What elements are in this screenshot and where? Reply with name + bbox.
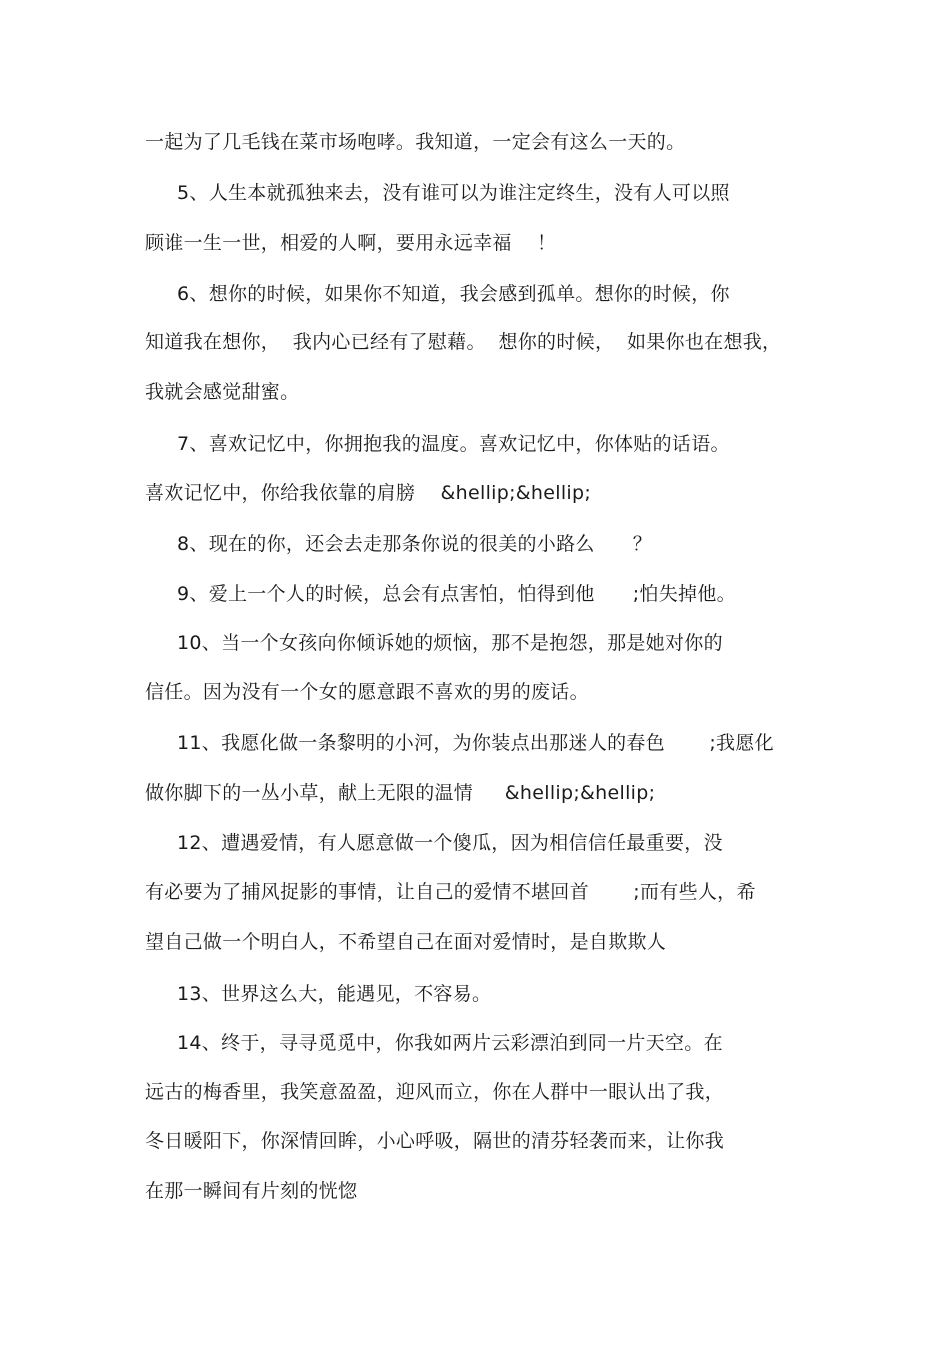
text-line: 喜欢记忆中，你给我依靠的肩膀 &hellip;&hellip; xyxy=(145,482,592,504)
text-line: 11、我愿化做一条黎明的小河，为你装点出那迷人的春色 ;我愿化 xyxy=(177,732,774,754)
text-line: 有必要为了捕风捉影的事情，让自己的爱情不堪回首 ;而有些人，希 xyxy=(145,881,756,903)
text-line: 6、想你的时候，如果你不知道，我会感到孤单。想你的时候，你 xyxy=(177,283,730,305)
text-line: 在那一瞬间有片刻的恍惚 xyxy=(145,1180,358,1202)
text-line: 望自己做一个明白人，不希望自己在面对爱情时，是自欺欺人 xyxy=(145,931,667,953)
text-line: 顾谁一生一世，相爱的人啊，要用永远幸福 ！ xyxy=(145,232,557,254)
text-line: 7、喜欢记忆中，你拥抱我的温度。喜欢记忆中，你体贴的话语。 xyxy=(177,433,730,455)
text-line: 10、当一个女孩向你倾诉她的烦恼，那不是抱怨，那是她对你的 xyxy=(177,632,723,654)
text-line: 知道我在想你， 我内心已经有了慰藉。 想你的时候， 如果你也在想我， xyxy=(145,331,782,353)
text-line: 8、现在的你，还会去走那条你说的很美的小路么 ？ xyxy=(177,533,653,555)
text-line: 我就会感觉甜蜜。 xyxy=(145,381,300,403)
text-line: 一起为了几毛钱在菜市场咆哮。我知道，一定会有这么一天的。 xyxy=(145,131,686,153)
text-line: 14、终于，寻寻觅觅中，你我如两片云彩漂泊到同一片天空。在 xyxy=(177,1032,723,1054)
text-line: 冬日暖阳下，你深情回眸，小心呼吸，隔世的清芬轻袭而来，让你我 xyxy=(145,1130,725,1152)
text-line: 13、世界这么大，能遇见，不容易。 xyxy=(177,983,492,1005)
text-line: 9、爱上一个人的时候，总会有点害怕，怕得到他 ;怕失掉他。 xyxy=(177,583,736,605)
text-line: 信任。因为没有一个女的愿意跟不喜欢的男的废话。 xyxy=(145,681,589,703)
text-line: 5、人生本就孤独来去，没有谁可以为谁注定终生，没有人可以照 xyxy=(177,182,730,204)
text-line: 远古的梅香里，我笑意盈盈，迎风而立，你在人群中一眼认出了我， xyxy=(145,1081,725,1103)
text-line: 12、遭遇爱情，有人愿意做一个傻瓜，因为相信信任最重要，没 xyxy=(177,832,723,854)
text-line: 做你脚下的一丛小草，献上无限的温情 &hellip;&hellip; xyxy=(145,782,656,804)
